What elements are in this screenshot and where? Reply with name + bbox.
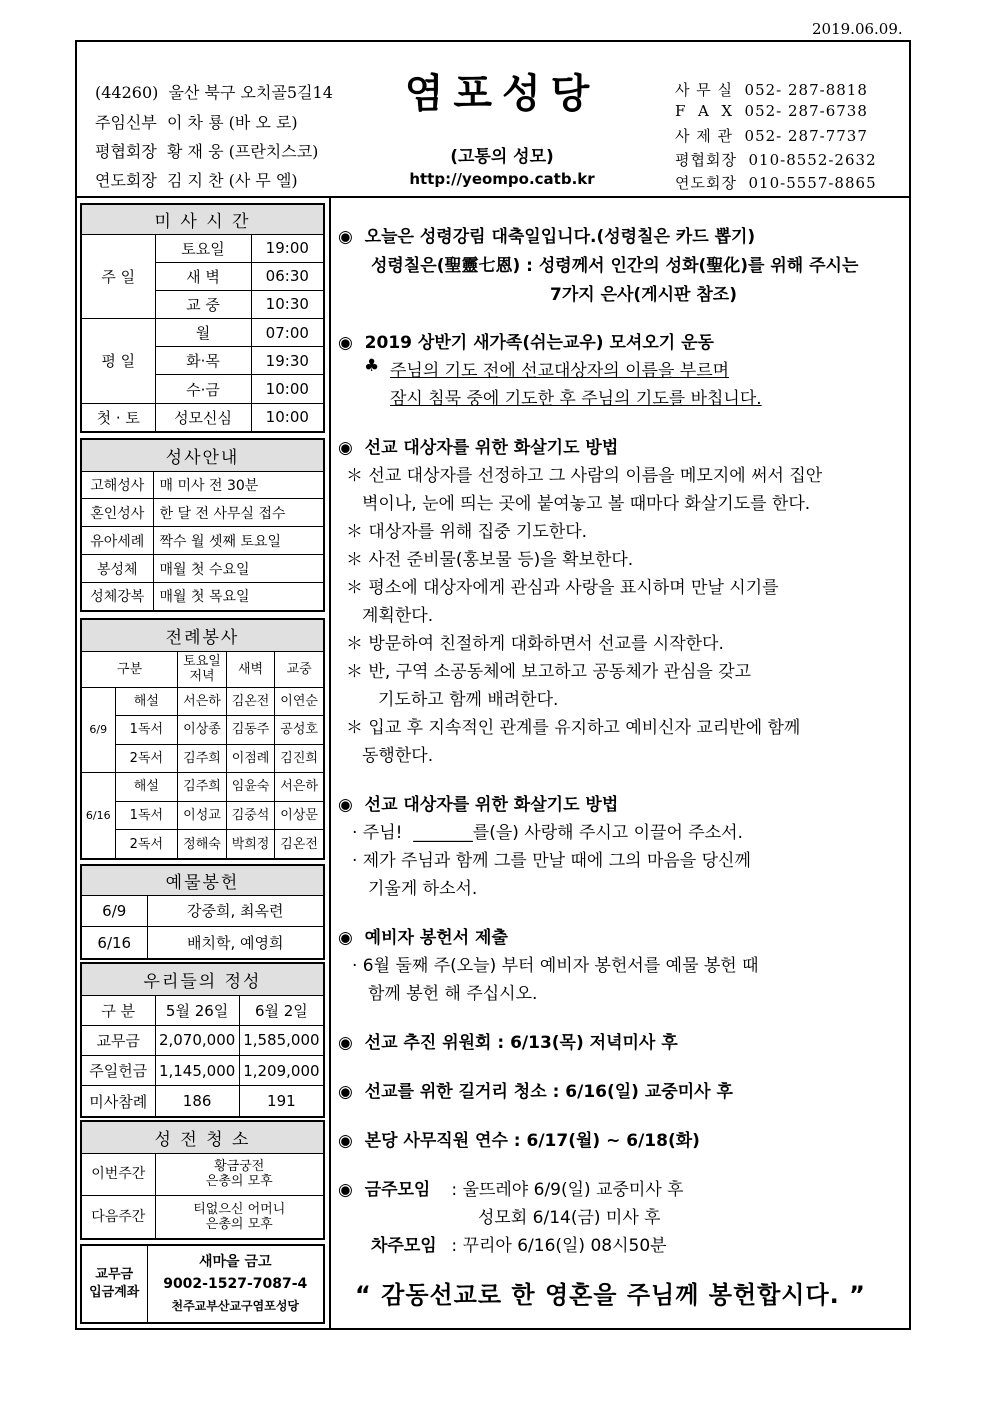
sacrament-name: 혼인성사 xyxy=(81,499,153,527)
notice-pentecost: ◉ 오늘은 성령강림 대축일입니다.(성령칠은 카드 뽑기) xyxy=(338,227,756,247)
mass-slot: 화·목 xyxy=(155,347,251,375)
prayer-step: 기도하고 함께 배려한다. xyxy=(378,690,559,710)
liturgy-person: 김온전 xyxy=(275,830,324,859)
parish-subtitle: (고통의 성모) xyxy=(450,147,554,167)
column-divider xyxy=(329,198,331,1330)
legion-phone: 연도회장 010-5557-8865 xyxy=(675,174,877,192)
mass-time: 10:00 xyxy=(251,375,324,403)
cleaning-week: 다음주간 xyxy=(81,1196,155,1239)
liturgy-role: 2독서 xyxy=(115,744,178,773)
prayer-step: ＊ 대상자를 위해 집중 기도한다. xyxy=(346,522,588,542)
prayer-text: · 제가 주님과 함께 그를 만날 때에 그의 마음을 당신께 xyxy=(352,851,751,871)
account-number: 9002-1527-7087-4 xyxy=(163,1276,308,1292)
office-phone: 사 무 실 052- 287-8818 xyxy=(675,81,868,99)
liturgy-header: 교중 xyxy=(275,651,324,687)
prayer-step: ＊ 평소에 대상자에게 관심과 사랑을 표시하며 만날 시기를 xyxy=(346,578,779,598)
liturgy-person: 이상문 xyxy=(275,801,324,830)
prayer-text: · 주님! _______를(을) 사랑해 주시고 이끌어 주소서. xyxy=(352,823,743,843)
finance-header: 6월 2일 xyxy=(239,995,324,1025)
legion-president: 연도회장 김 지 찬 (사 무 엘) xyxy=(95,171,298,190)
sunday-label: 주 일 xyxy=(81,234,155,319)
liturgy-person: 박희정 xyxy=(226,830,275,859)
offering-title: 예물봉헌 xyxy=(81,865,324,895)
mass-time: 07:00 xyxy=(251,319,324,347)
offering-names: 강중희, 최옥련 xyxy=(147,895,324,927)
liturgy-person: 정해숙 xyxy=(178,830,227,859)
next-week-meeting: : 꾸리아 6/16(일) 08시50분 xyxy=(446,1236,667,1256)
finance-value: 191 xyxy=(239,1086,324,1117)
notice-new-family: ◉ 2019 상반기 새가족(쉬는교우) 모셔오기 운동 xyxy=(338,333,714,353)
offering-date: 6/16 xyxy=(81,927,147,959)
sacrament-name: 고해성사 xyxy=(81,471,153,499)
club-icon: ♣ xyxy=(364,356,380,376)
council-president: 평협회장 황 재 웅 (프란치스코) xyxy=(95,142,319,161)
this-week-meeting: 성모회 6/14(금) 미사 후 xyxy=(478,1208,661,1228)
cleaning-table xyxy=(80,1120,325,1240)
council-phone: 평협회장 010-8552-2632 xyxy=(675,151,877,169)
liturgy-role: 1독서 xyxy=(115,716,178,745)
liturgy-date: 6/16 xyxy=(81,773,115,859)
notice-staff-training: ◉ 본당 사무직원 연수 : 6/17(월) ~ 6/18(화) xyxy=(338,1131,700,1151)
account-label: 교무금 입금계좌 xyxy=(81,1245,147,1323)
sacrament-info: 한 달 전 사무실 접수 xyxy=(153,499,324,527)
liturgy-person: 김중석 xyxy=(226,801,275,830)
liturgy-role: 해설 xyxy=(115,773,178,802)
parish-title: 염포성당 xyxy=(404,71,600,117)
cleaning-group: 티없으신 어머니 은총의 모후 xyxy=(155,1196,324,1239)
prayer-step: 동행한다. xyxy=(362,746,434,766)
mass-time: 10:00 xyxy=(251,403,324,432)
weekday-label: 평 일 xyxy=(81,319,155,404)
finance-value: 1,209,000 xyxy=(239,1056,324,1086)
notice-catechumen: ◉ 예비자 봉헌서 제출 xyxy=(338,928,508,948)
prayer-step: ＊ 사전 준비물(홍보물 등)을 확보한다. xyxy=(346,550,634,570)
sacrament-info: 짝수 월 셋째 토요일 xyxy=(153,527,324,555)
notice-arrow-prayer: ◉ 선교 대상자를 위한 화살기도 방법 xyxy=(338,438,619,458)
mass-slot: 성모신심 xyxy=(155,403,251,432)
finance-value: 186 xyxy=(155,1086,239,1117)
liturgy-person: 김주희 xyxy=(178,744,227,773)
mass-slot: 토요일 xyxy=(155,234,251,262)
offering-date: 6/9 xyxy=(81,895,147,927)
liturgy-person: 서은하 xyxy=(178,687,227,716)
liturgy-role: 1독서 xyxy=(115,801,178,830)
liturgy-person: 공성호 xyxy=(275,716,324,745)
finance-label: 미사참례 xyxy=(81,1086,155,1117)
notice-new-family-detail: 주님의 기도 전에 선교대상자의 이름을 부르며 xyxy=(390,361,730,381)
finance-label: 주일헌금 xyxy=(81,1056,155,1086)
cleaning-week: 이번주간 xyxy=(81,1153,155,1196)
address: (44260) 울산 북구 오치골5길14 xyxy=(95,83,333,102)
offering-table xyxy=(80,864,325,960)
pastor: 주임신부 이 차 룡 (바 오 로) xyxy=(95,113,298,132)
notice-street-cleaning: ◉ 선교를 위한 길거리 청소 : 6/16(일) 교중미사 후 xyxy=(338,1082,733,1102)
liturgy-person: 이성교 xyxy=(178,801,227,830)
sacrament-info: 매월 첫 수요일 xyxy=(153,555,324,583)
catechumen-detail: 함께 봉헌 해 주십시오. xyxy=(368,984,538,1004)
sacrament-name: 유아세례 xyxy=(81,527,153,555)
catechumen-detail: · 6월 둘째 주(오늘) 부터 예비자 봉헌서를 예물 봉헌 때 xyxy=(352,956,759,976)
sacrament-name: 봉성체 xyxy=(81,555,153,583)
notice-new-family-detail-2: 잠시 침묵 중에 기도한 후 주님의 기도를 바칩니다. xyxy=(390,389,762,409)
mass-slot: 월 xyxy=(155,319,251,347)
liturgy-person: 이상종 xyxy=(178,716,227,745)
offering-names: 배치학, 예영희 xyxy=(147,927,324,959)
cleaning-group: 황금궁전 은총의 모후 xyxy=(155,1153,324,1196)
finance-header: 구 분 xyxy=(81,995,155,1025)
finance-value: 1,585,000 xyxy=(239,1025,324,1055)
mass-slot: 교 중 xyxy=(155,290,251,318)
liturgy-role: 해설 xyxy=(115,687,178,716)
liturgy-table xyxy=(80,618,325,860)
finance-label: 교무금 xyxy=(81,1025,155,1055)
account-table xyxy=(80,1244,325,1324)
liturgy-person: 이연순 xyxy=(275,687,324,716)
mass-slot: 새 벽 xyxy=(155,262,251,290)
finance-value: 2,070,000 xyxy=(155,1025,239,1055)
liturgy-person: 김진희 xyxy=(275,744,324,773)
sacrament-name: 성체강복 xyxy=(81,582,153,611)
liturgy-person: 김온전 xyxy=(226,687,275,716)
cleaning-title: 성 전 청 소 xyxy=(81,1121,324,1153)
sacraments-title: 성사안내 xyxy=(81,439,324,471)
liturgy-header: 새벽 xyxy=(226,651,275,687)
finance-title: 우리들의 정성 xyxy=(81,963,324,995)
first-saturday-label: 첫 · 토 xyxy=(81,403,155,432)
sacrament-info: 매 미사 전 30분 xyxy=(153,471,324,499)
liturgy-person: 김동주 xyxy=(226,716,275,745)
notice-arrow-prayer-text: ◉ 선교 대상자를 위한 화살기도 방법 xyxy=(338,795,619,815)
liturgy-person: 이점례 xyxy=(226,744,275,773)
mass-time: 10:30 xyxy=(251,290,324,318)
prayer-step: ＊ 선교 대상자를 선정하고 그 사람의 이름을 메모지에 써서 집안 xyxy=(346,466,823,486)
liturgy-date: 6/9 xyxy=(81,687,115,773)
prayer-step: ＊ 방문하여 친절하게 대화하면서 선교를 시작한다. xyxy=(346,634,724,654)
prayer-step: ＊ 입교 후 지속적인 관계를 유지하고 예비신자 교리반에 함께 xyxy=(346,718,801,738)
prayer-text: 기울게 하소서. xyxy=(368,879,478,899)
notice-pentecost-detail: 성령칠은(聖靈七恩) : 성령께서 인간의 성화(聖化)를 위해 주시는 xyxy=(371,256,859,276)
prayer-step: 계획한다. xyxy=(362,606,434,626)
rectory-phone: 사 제 관 052- 287-7737 xyxy=(675,127,868,145)
liturgy-person: 임윤숙 xyxy=(226,773,275,802)
mass-time: 06:30 xyxy=(251,262,324,290)
account-holder: 천주교부산교구염포성당 xyxy=(171,1299,299,1313)
account-bank: 새마을 금고 xyxy=(199,1254,272,1270)
motto: “ 감동선교로 한 영혼을 주님께 봉헌합시다. ” xyxy=(355,1281,866,1309)
mass-times-table xyxy=(80,203,325,433)
parish-url[interactable]: http://yeompo.catb.kr xyxy=(409,170,595,188)
notice-pentecost-detail-2: 7가지 은사(게시판 참조) xyxy=(550,285,738,305)
sacraments-table xyxy=(80,438,325,612)
finance-header: 5월 26일 xyxy=(155,995,239,1025)
prayer-step: ＊ 반, 구역 소공동체에 보고하고 공동체가 관심을 갖고 xyxy=(346,662,752,682)
sacrament-info: 매월 첫 목요일 xyxy=(153,582,324,611)
fax-number: F A X 052- 287-6738 xyxy=(675,102,868,120)
mass-slot: 수·금 xyxy=(155,375,251,403)
liturgy-title: 전례봉사 xyxy=(81,619,324,651)
bulletin-date: 2019.06.09. xyxy=(812,20,903,38)
liturgy-person: 서은하 xyxy=(275,773,324,802)
header xyxy=(75,40,911,198)
mass-time: 19:30 xyxy=(251,347,324,375)
liturgy-header: 토요일 저녁 xyxy=(178,651,227,687)
this-week-meeting: : 울뜨레야 6/9(일) 교중미사 후 xyxy=(446,1180,684,1200)
liturgy-person: 김주희 xyxy=(178,773,227,802)
liturgy-role: 2독서 xyxy=(115,830,178,859)
liturgy-header: 구분 xyxy=(81,651,178,687)
mass-time: 19:00 xyxy=(251,234,324,262)
mass-times-title: 미 사 시 간 xyxy=(81,204,324,234)
prayer-step: 벽이나, 눈에 띄는 곳에 붙여놓고 볼 때마다 화살기도를 한다. xyxy=(362,494,811,514)
finance-value: 1,145,000 xyxy=(155,1056,239,1086)
next-week-meetings-label: 차주모임 xyxy=(371,1236,437,1256)
finance-table xyxy=(80,962,325,1118)
notice-mission-committee: ◉ 선교 추진 위원회 : 6/13(목) 저녁미사 후 xyxy=(338,1033,678,1053)
this-week-meetings-label: ◉ 금주모임 xyxy=(338,1180,431,1200)
